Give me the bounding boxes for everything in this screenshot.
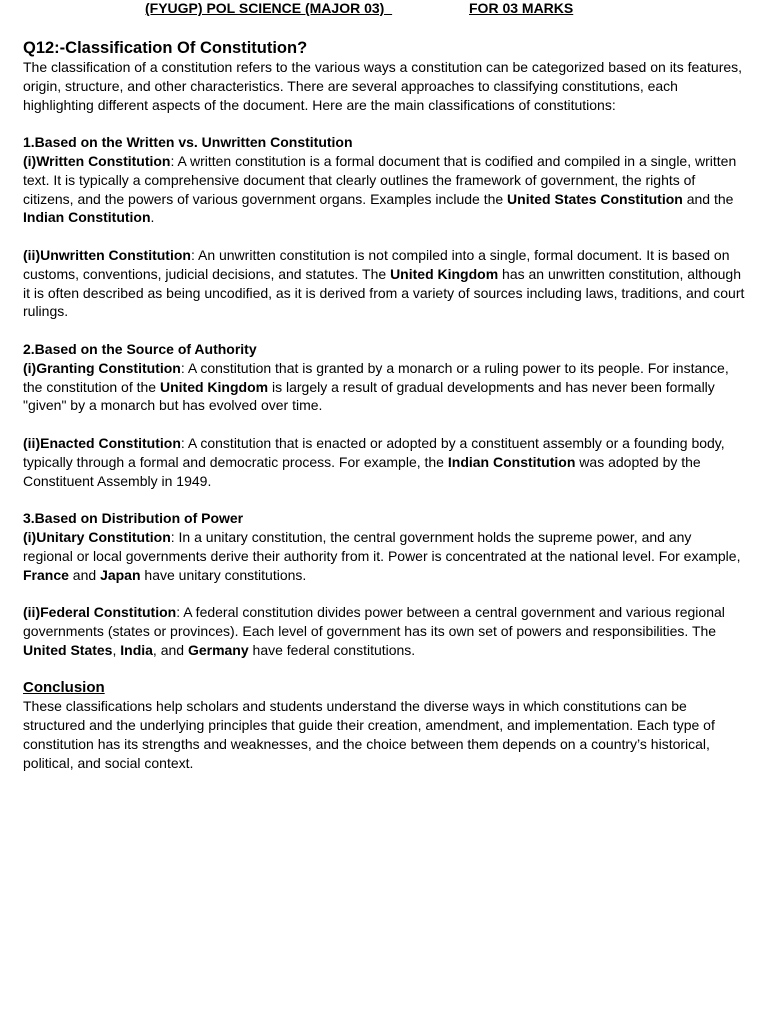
spacer bbox=[23, 415, 745, 434]
spacer bbox=[23, 584, 745, 603]
enacted-constitution-paragraph: (ii)Enacted Constitution: A constitution that is enacted or adopted by a constituent assembly or a founding body, typically through a formal and democratic process. For example, the Indian Constitution was adopted by the Constituent Assembly in 1949. bbox=[23, 434, 725, 489]
spacer bbox=[23, 660, 745, 679]
conclusion-title: Conclusion bbox=[23, 679, 105, 697]
section-2-title: 2.Based on the Source of Authority bbox=[23, 340, 257, 357]
term-unitary-constitution: (i)Unitary Constitution bbox=[23, 528, 171, 545]
spacer bbox=[23, 321, 745, 340]
section-3-title: 3.Based on Distribution of Power bbox=[23, 510, 244, 527]
page-header bbox=[0, 0, 768, 18]
term-federal-constitution: (ii)Federal Constitution bbox=[23, 604, 177, 621]
section-1-title: 1.Based on the Written vs. Unwritten Constitution bbox=[23, 134, 353, 151]
document-body bbox=[23, 38, 745, 772]
marks-header: FOR 03 MARKS bbox=[469, 0, 574, 16]
question-title: Q12:-Classification Of Constitution? bbox=[23, 39, 308, 57]
spacer bbox=[23, 490, 745, 509]
conclusion-paragraph: These classifications help scholars and students understand the diverse ways in which constitutions can be structured and the underlying principles that guide their creation, amendment, and implementation. Each type of constitution has its strengths and weaknesses, and the choice between them depends on a country’s historical, political, and social context. bbox=[23, 698, 715, 771]
intro-paragraph: The classification of a constitution refers to the various ways a constitution can be categorized based on its features, origin, structure, and other characteristics. There are several approaches to classifying constitutions, each highlighting different aspects of the document. Here are the main classifications of constitutions: bbox=[23, 59, 743, 113]
term-granting-constitution: (i)Granting Constitution bbox=[23, 359, 181, 376]
granting-constitution-paragraph: (i)Granting Constitution: A constitution that is granted by a monarch or a ruling power to its people. For instance, the constitution of the United Kingdom is largely a result of gradual developments and has never been formally "given" by a monarch but has evolved over time. bbox=[23, 359, 729, 414]
term-written-constitution: (i)Written Constitution bbox=[23, 152, 171, 169]
course-header: (FYUGP) POL SCIENCE (MAJOR 03) bbox=[145, 0, 393, 16]
federal-constitution-paragraph: (ii)Federal Constitution: A federal constitution divides power between a central government and various regional governments (states or provinces). Each level of government has its own set of powers and responsibilities. The United States, India, and Germany have federal constitutions. bbox=[23, 604, 725, 658]
spacer bbox=[23, 114, 745, 133]
unitary-constitution-paragraph: (i)Unitary Constitution: In a unitary constitution, the central government holds the supreme power, and any regional or local governments derive their authority from it. Power is concentrated at the national level. For example, France and Japan have unitary constitutions. bbox=[23, 528, 741, 583]
spacer bbox=[23, 227, 745, 246]
term-unwritten-constitution: (ii)Unwritten Constitution bbox=[23, 246, 191, 263]
written-constitution-paragraph: (i)Written Constitution: A written constitution is a formal document that is codified and compiled in a single, written text. It is typically a comprehensive document that clearly outlines the framework of government, the rights of citizens, and the powers of various government organs. Examples include the United States Constitution and the Indian Constitution. bbox=[23, 152, 737, 226]
unwritten-constitution-paragraph: (ii)Unwritten Constitution: An unwritten constitution is not compiled into a single, formal document. It is based on customs, conventions, judicial decisions, and statutes. The United Kingdom has an unwritten constitution, although it is often described as being uncodified, as it is derived from a variety of sources including laws, traditions, and court rulings. bbox=[23, 246, 745, 320]
term-enacted-constitution: (ii)Enacted Constitution bbox=[23, 434, 181, 451]
